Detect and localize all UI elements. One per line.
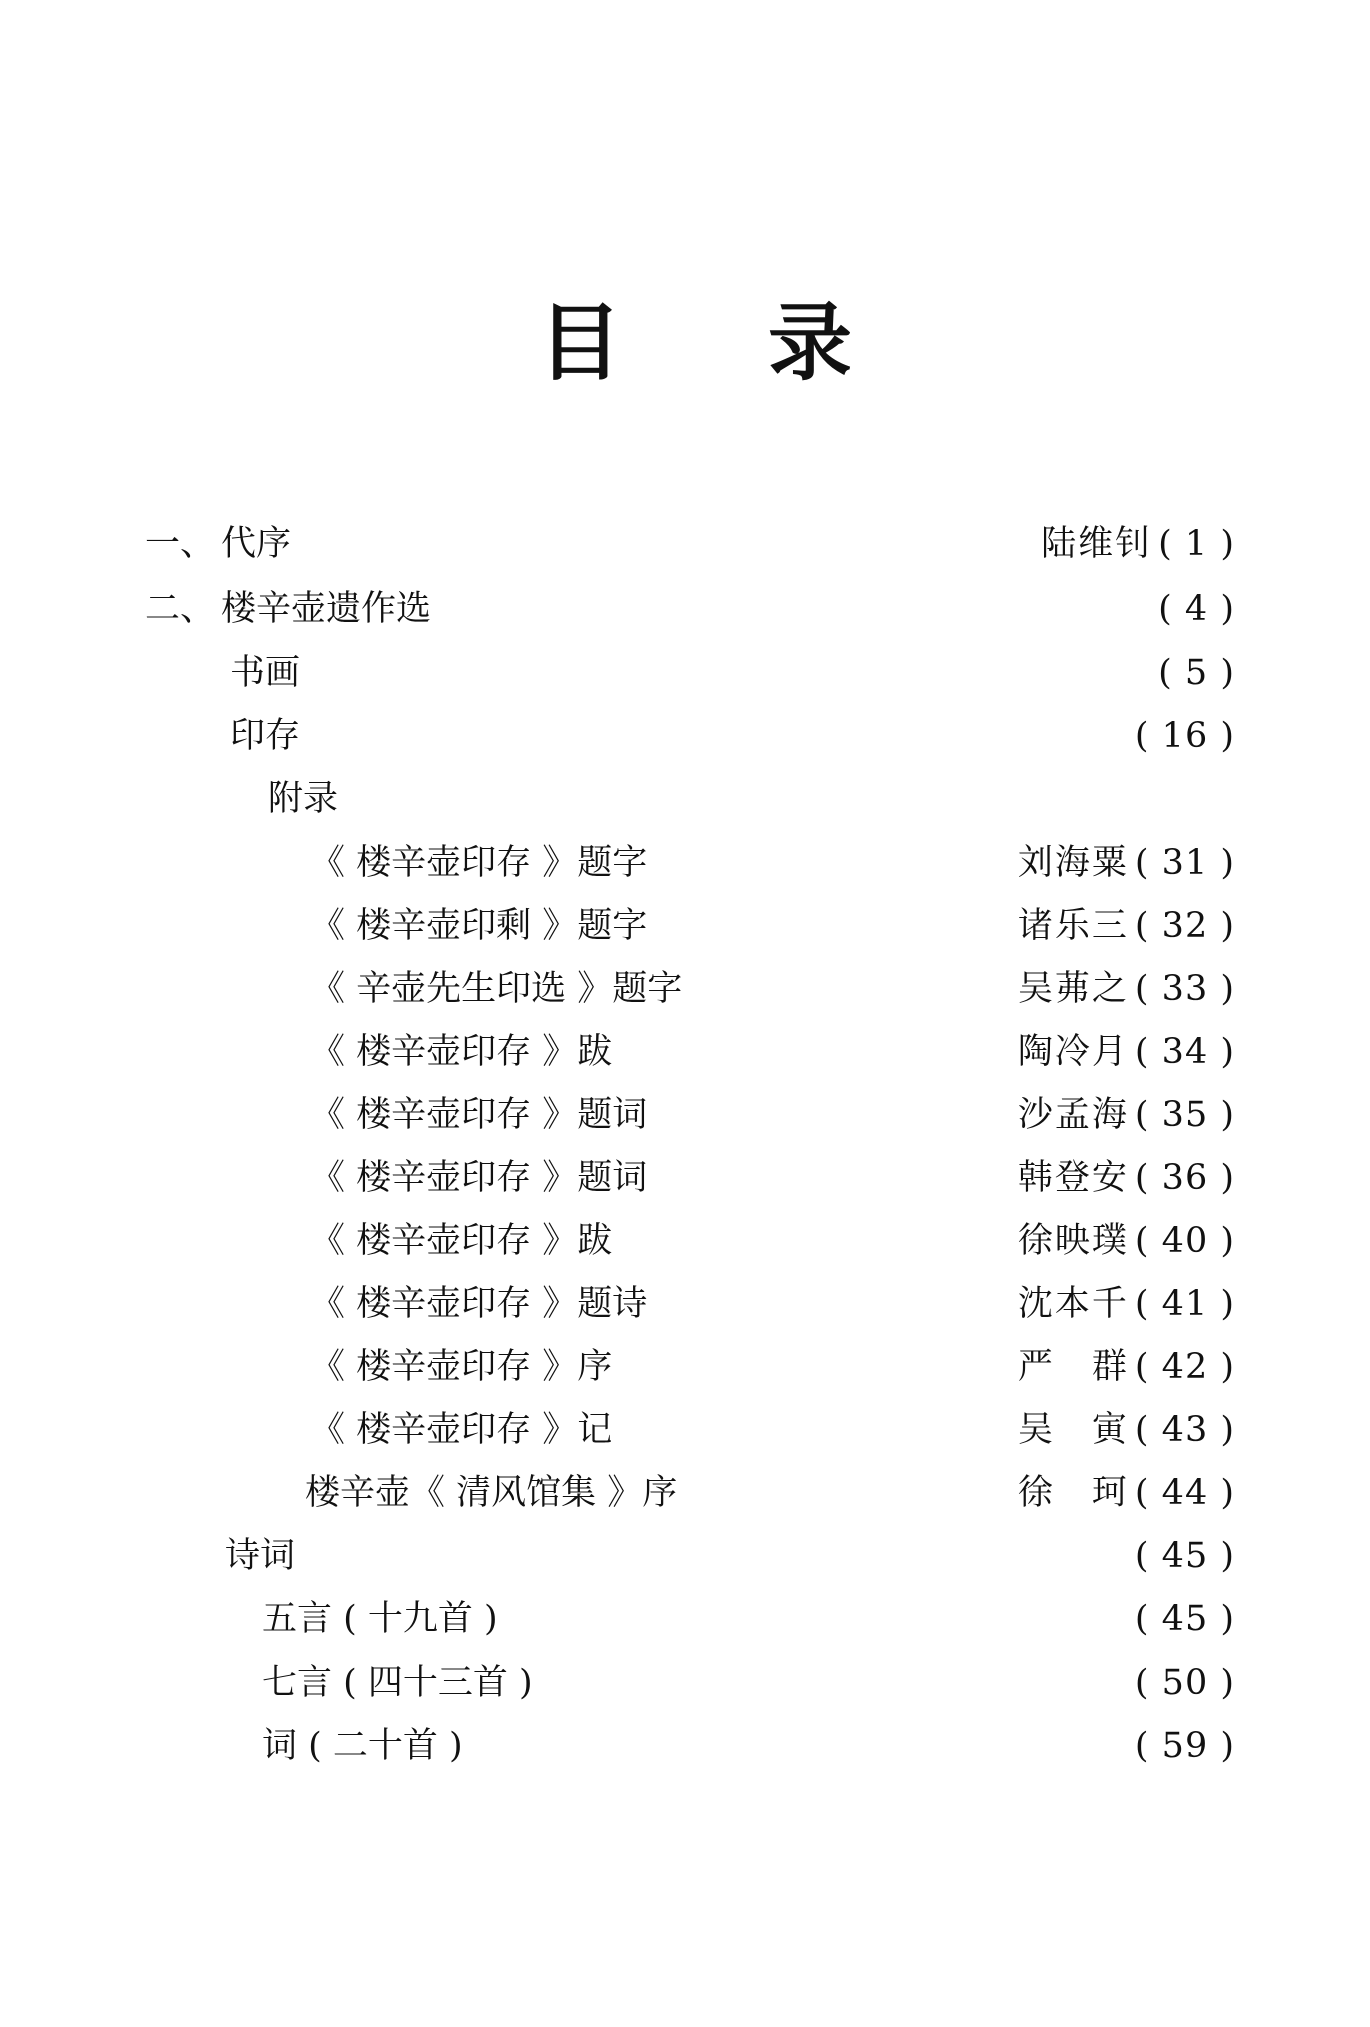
entry-page: ( 42 ) — [1134, 1347, 1235, 1387]
entry-number: 一、 — [145, 524, 216, 564]
toc-entry-poetry[interactable] — [225, 1533, 1235, 1579]
title-char-1: 目 — [538, 293, 623, 392]
entry-page: ( 16 ) — [1134, 716, 1235, 756]
entry-title: 五言 ( 十九首 ) — [262, 1599, 498, 1639]
toc-entry-appendix-11[interactable] — [305, 1470, 1235, 1516]
entry-title: 代序 — [221, 524, 292, 564]
entry-page: ( 32 ) — [1134, 906, 1235, 946]
dot-leader — [435, 586, 1148, 632]
entry-number: 二、 — [145, 589, 216, 629]
entry-title: 《 楼辛壶印存 》跋 — [310, 1221, 613, 1261]
entry-author: 陆维钊 — [1041, 524, 1153, 564]
dot-leader — [295, 521, 1037, 567]
entry-page: ( 4 ) — [1158, 589, 1235, 629]
dot-leader — [681, 1470, 1014, 1516]
dot-leader — [537, 1660, 1125, 1706]
toc-entry-poetry-pentasyllabic[interactable] — [262, 1596, 1235, 1642]
dot-leader — [651, 903, 1014, 949]
entry-page: ( 44 ) — [1134, 1473, 1235, 1513]
entry-title: 《 楼辛壶印存 》题字 — [310, 843, 648, 883]
toc-entry-appendix-1[interactable] — [310, 840, 1235, 886]
page-title — [0, 288, 1370, 398]
entry-page: ( 35 ) — [1134, 1095, 1235, 1135]
toc-appendix-heading: 附录 — [268, 779, 339, 819]
entry-title: 《 楼辛壶印存 》跋 — [310, 1032, 613, 1072]
title-char-2: 录 — [768, 293, 853, 392]
entry-author: 沙孟海 — [1017, 1095, 1129, 1135]
entry-title: 书画 — [230, 653, 301, 693]
toc-entry-preface[interactable] — [145, 521, 1235, 567]
entry-title: 《 楼辛壶印剩 》题字 — [310, 906, 648, 946]
entry-page: ( 1 ) — [1158, 524, 1235, 564]
entry-page: ( 41 ) — [1134, 1284, 1235, 1324]
entry-page: ( 5 ) — [1158, 653, 1235, 693]
entry-page: ( 36 ) — [1134, 1158, 1235, 1198]
toc-entry-paintings[interactable] — [230, 650, 1235, 696]
dot-leader — [616, 1218, 1014, 1264]
toc-entry-appendix-2[interactable] — [310, 903, 1235, 949]
entry-author: 徐映璞 — [1017, 1221, 1129, 1261]
entry-page: ( 34 ) — [1134, 1032, 1235, 1072]
entry-title: 诗词 — [225, 1536, 296, 1576]
entry-title: 七言 ( 四十三首 ) — [262, 1663, 533, 1703]
toc-entry-appendix-6[interactable] — [310, 1155, 1235, 1201]
entry-title: 印存 — [230, 716, 301, 756]
dot-leader — [651, 1155, 1014, 1201]
entry-author: 韩登安 — [1017, 1158, 1129, 1198]
entry-page: ( 45 ) — [1134, 1599, 1235, 1639]
dot-leader — [304, 650, 1148, 696]
dot-leader — [651, 1092, 1014, 1138]
toc-entry-appendix-4[interactable] — [310, 1029, 1235, 1075]
dot-leader — [616, 1029, 1014, 1075]
toc-entry-poetry-ci[interactable] — [262, 1723, 1235, 1769]
toc-entry-selected-works[interactable] — [145, 586, 1235, 632]
dot-leader — [686, 966, 1014, 1012]
dot-leader — [304, 713, 1125, 759]
dot-leader — [299, 1533, 1125, 1579]
entry-author: 吴 寅 — [1017, 1410, 1129, 1450]
entry-page: ( 43 ) — [1134, 1410, 1235, 1450]
entry-page: ( 59 ) — [1134, 1726, 1235, 1766]
entry-title: 词 ( 二十首 ) — [262, 1726, 463, 1766]
dot-leader — [651, 1281, 1014, 1327]
entry-page: ( 33 ) — [1134, 969, 1235, 1009]
entry-title: 楼辛壶《 清风馆集 》序 — [305, 1473, 678, 1513]
toc-entry-appendix-3[interactable] — [310, 966, 1235, 1012]
dot-leader — [651, 840, 1014, 886]
entry-title: 《 楼辛壶印存 》题诗 — [310, 1284, 648, 1324]
entry-author: 徐 珂 — [1017, 1473, 1129, 1513]
entry-page: ( 50 ) — [1134, 1663, 1235, 1703]
entry-author: 吴茀之 — [1017, 969, 1129, 1009]
entry-title: 《 楼辛壶印存 》记 — [310, 1410, 613, 1450]
entry-author: 沈本千 — [1017, 1284, 1129, 1324]
toc-entry-seals[interactable] — [230, 713, 1235, 759]
entry-title: 《 楼辛壶印存 》题词 — [310, 1158, 648, 1198]
dot-leader — [616, 1344, 1014, 1390]
dot-leader — [467, 1723, 1125, 1769]
entry-author: 刘海粟 — [1017, 843, 1129, 883]
entry-title: 《 楼辛壶印存 》题词 — [310, 1095, 648, 1135]
toc-entry-appendix-5[interactable] — [310, 1092, 1235, 1138]
entry-title: 楼辛壶遗作选 — [221, 589, 432, 629]
dot-leader — [502, 1596, 1125, 1642]
toc-entry-poetry-heptasyllabic[interactable] — [262, 1660, 1235, 1706]
entry-author: 诸乐三 — [1017, 906, 1129, 946]
entry-page: ( 40 ) — [1134, 1221, 1235, 1261]
entry-page: ( 45 ) — [1134, 1536, 1235, 1576]
entry-author: 严 群 — [1017, 1347, 1129, 1387]
entry-title: 《 辛壶先生印选 》题字 — [310, 969, 683, 1009]
entry-page: ( 31 ) — [1134, 843, 1235, 883]
entry-title: 《 楼辛壶印存 》序 — [310, 1347, 613, 1387]
dot-leader — [616, 1407, 1014, 1453]
toc-entry-appendix-7[interactable] — [310, 1218, 1235, 1264]
toc-entry-appendix-10[interactable] — [310, 1407, 1235, 1453]
entry-author: 陶冷月 — [1017, 1032, 1129, 1072]
toc-entry-appendix-8[interactable] — [310, 1281, 1235, 1327]
toc-entry-appendix-9[interactable] — [310, 1344, 1235, 1390]
